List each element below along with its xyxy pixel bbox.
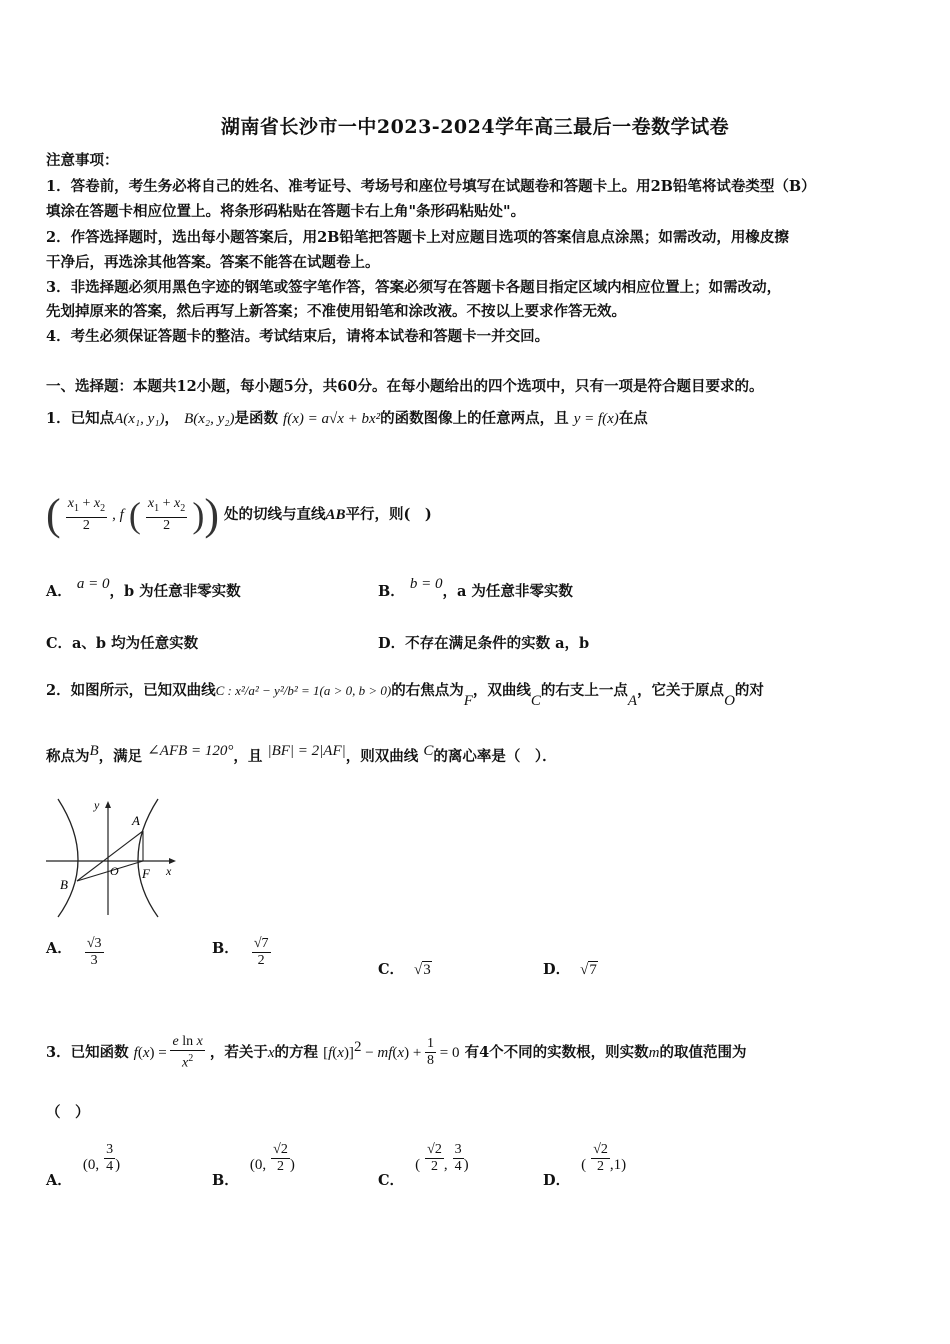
notice-heading: 注意事项： [46,152,119,169]
notice-line-4: 干净后，再选涂其他答案。答案不能答在试题卷上。 [46,254,380,271]
q2-stem-2: 称点为B，满足 ∠AFB = 120°，且 |BF| = 2|AF|，则双曲线 C的离心率是（ ）． [46,743,557,765]
hyperbola-eq: C : x²/a² − y²/b² = 1(a > 0, b > 0) [215,683,392,698]
notice-line-5: 3．非选择题必须用黑色字迹的钢笔或签字笔作答，答案必须写在答题卡各题目指定区域内相应位置上；如需改动， [46,279,782,296]
q3-option-c[interactable]: C． ( $\frac{√2}{2}$ , $\frac{3}{4}$ ) [378,1142,469,1189]
hyperbola-figure [44,795,184,920]
left-branch [58,799,78,917]
q3-option-d[interactable]: D． ( $\frac{√2}{2}$ ,1) [543,1142,627,1189]
q3-option-b[interactable]: B． (0, $\frac{√2}{2}$ ) [212,1142,295,1189]
right-branch [138,799,158,917]
y-axis-arrow [105,801,111,808]
q3-stem: 3．已知函数 f(x) = $\frac{\text{e ln x}}{x^2}$ ，若关于x的方程 $[f(x)]^2 - mf(x)$ + $\frac{1}{8}$ = 0 有4个不同的实数根，则实数m的取值范围为 [46,1034,747,1071]
y-eq-fx: y = f(x) [573,411,619,427]
q2-option-a[interactable]: A． $\frac{√3}{3}$ [46,936,102,968]
q1-option-d[interactable]: D．不存在满足条件的实数 a，b [378,635,590,652]
notice-line-6: 先划掉原来的答案，然后再写上新答案；不准使用铅笔和涂改液。不按以上要求作答无效。 [46,303,626,320]
q2-stem: 2．如图所示，已知双曲线C : x²/a² − y²/b² = 1(a > 0, b > 0)的右焦点为F，双曲线C的右支上一点A，它关于原点O的对 [46,682,764,709]
angle-cond: ∠AFB = 120° [147,743,234,759]
q3-paren: （ ） [46,1104,90,1121]
midpoint-fx: $\frac{x_1 + x_2}{2}$ [147,496,186,533]
length-cond: |BF| = 2|AF| [267,743,346,759]
point-a: A(x₁, y₁) [114,411,165,427]
label-b: B [60,877,68,892]
notice-line-7: 4．考生必须保证答题卡的整洁。考试结束后，请将本试卷和答题卡一并交回。 [46,328,550,345]
q2-option-d[interactable]: D． √7 [543,961,597,978]
section-heading: 一、选择题：本题共12小题，每小题5分，共60分。在每小题给出的四个选项中，只有一项是符合题目要求的。 [46,378,764,395]
label-o: O [110,864,119,878]
notice-line-3: 2．作答选择题时，选出每小题答案后，用2B铅笔把答题卡上对应题目选项的答案信息点涂黑；如需改动，用橡皮擦 [46,229,789,246]
q1-option-c[interactable]: C．a、b 均为任意实数 [46,635,199,652]
midpoint-x: $\frac{x_1 + x_2}{2}$ [67,496,106,533]
notice-line-1: 1．答卷前，考生务必将自己的姓名、准考证号、考场号和座位号填写在试题卷和答题卡上。用2B铅笔将试卷类型（B） [46,178,816,195]
q1-option-b[interactable]: B． b = 0，a 为任意非零实数 [378,576,573,600]
function-expr: f(x) = a√x + bx² [283,411,381,427]
q3-option-a[interactable]: A． (0, $\frac{3}{4}$ ) [46,1142,121,1189]
label-y: y [94,798,100,812]
q1-option-a[interactable]: A． a = 0，b 为任意非零实数 [46,576,241,600]
q3-function-frac: $\frac{\text{e ln x}}{x^2}$ [172,1034,203,1071]
label-a: A [132,813,140,828]
page-title: 湖南省长沙市一中2023-2024学年高三最后一卷数学试卷 [220,116,730,138]
q1-stem-2: ( $\frac{x_1 + x_2}{2}$ , f ( $\frac{x_1 + x_2}{2}$ )) 处的切线与直线AB平行，则( ) [46,490,432,539]
q2-option-b[interactable]: B． $\frac{√7}{2}$ [212,936,269,968]
notice-line-2: 填涂在答题卡相应位置上。将条形码粘贴在答题卡右上角"条形码粘贴处"。 [46,203,526,220]
label-x: x [166,864,172,878]
label-f: F [142,866,150,881]
point-b: B(x₂, y₂) [184,411,235,427]
q2-option-c[interactable]: C． √3 [378,961,431,978]
q1-stem: 1．已知点A(x₁, y₁)， B(x₂, y₂)是函数 f(x) = a√x + bx²的函数图像上的任意两点，且 y = f(x)在点 [46,410,648,427]
